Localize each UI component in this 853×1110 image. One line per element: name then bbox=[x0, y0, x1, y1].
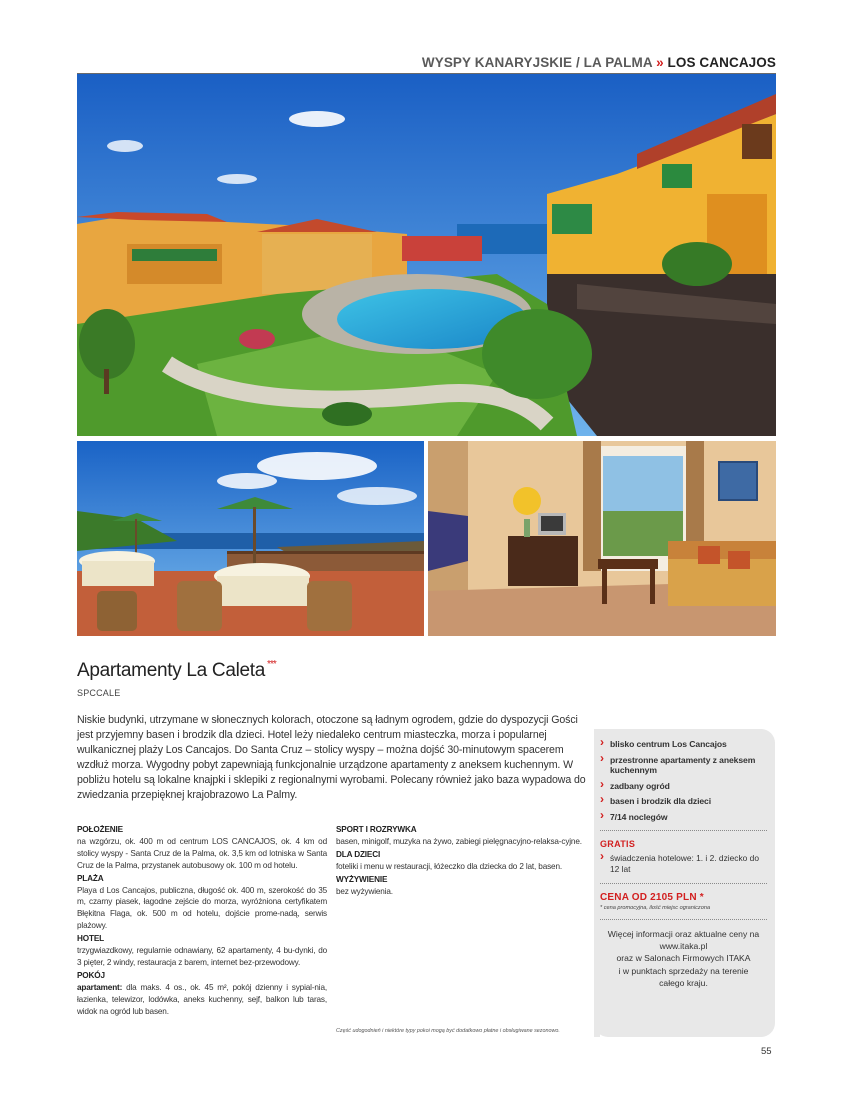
terrace-photo bbox=[77, 441, 424, 636]
section-text-hotel: trzygwiazdkowy, regularnie odnawiany, 62 apartamenty, 4 bu-dynki, do 3 pięter, 2 windy, restauracja z barem, internet bez-przewodowy. bbox=[77, 946, 327, 967]
more-info-line: Więcej informacji oraz aktualne ceny na bbox=[607, 929, 760, 939]
feature-item: › basen i brodzik dla dzieci bbox=[600, 796, 767, 807]
section-text-polozenie: na wzgórzu, ok. 400 m od centrum LOS CANCAJOS, ok. 4 km od stolicy wyspy - Santa Cruz de la Palma, ok. 3,5 km od lotniska w Santa Cruz de la Palma, przystanek autobusowy ok. 100 m od hotelu. bbox=[77, 836, 327, 870]
website-link: www.itaka.pl bbox=[659, 941, 708, 952]
section-text-dzieci: foteliki i menu w restauracji, łóżeczko dla dziecka do 2 lat, basen. bbox=[336, 861, 562, 871]
section-heading-wyzywienie: WYŻYWIENIE bbox=[336, 874, 388, 884]
footnote: Część udogodnień i niektóre typy pokoi mogą być dodatkowo płatne i obsługiwane sezonowo. bbox=[336, 1028, 560, 1034]
apartment-room-photo bbox=[428, 441, 776, 636]
section-text-pokoj bbox=[77, 982, 327, 1018]
highlights-sidebar bbox=[594, 729, 775, 1037]
hotel-name: Apartamenty La Caleta bbox=[77, 660, 266, 681]
section-heading-polozenie: POŁOŻENIE bbox=[77, 825, 123, 834]
more-info-line: całego kraju. bbox=[659, 977, 708, 988]
page-header bbox=[77, 55, 776, 74]
more-info bbox=[600, 928, 767, 989]
dotted-divider bbox=[600, 883, 767, 884]
page-number: 55 bbox=[761, 1046, 772, 1057]
intro-paragraph: Niskie budynki, utrzymane w słonecznych kolorach, otoczone są ładnym ogrodem, gdzie do dyspozycji Gości jest przyjemny basen i brodzik dla dzieci. Hotel leży niedaleko centrum miasteczka, morza i popularnej wulkanicznej plaży Los Cancajos. Do Santa Cruz – stolicy wyspy – można dojść 30-minutowym spacerem wzdłuż morza. Wygodny pobyt zapewniają funkcjonalnie urządzone apartamenty z aneksem kuchennym. W pobliżu hotelu są lokalne knajpki i sklepiki z regionalnymi wyrobami. Polecany również jako baza wypadowa do zwiedzania przepięknej krajobrazowo La Palmy. bbox=[77, 714, 586, 801]
dotted-divider bbox=[600, 919, 767, 920]
gratis-item: › świadczenia hotelowe: 1. i 2. dziecko do 12 lat bbox=[600, 853, 767, 875]
hotel-code: SPCCALE bbox=[77, 688, 121, 698]
room-description: dla maks. 4 os., ok. 45 m², pokój dzienny i sypial-nia, łazienka, telewizor, lodówka, aneks kuchenny, sejf, balkon lub taras, widok na ogród lub basen. bbox=[77, 982, 327, 1016]
feature-item: › przestronne apartamenty z aneksem kuchennym bbox=[600, 755, 767, 776]
details-column-right bbox=[336, 823, 583, 898]
feature-item: › blisko centrum Los Cancajos bbox=[600, 739, 767, 750]
more-info-line: oraz w Salonach Firmowych ITAKA bbox=[616, 953, 751, 964]
section-text-sport: basen, minigolf, muzyka na żywo, zabiegi pielęgnacyjno-relaksa-cyjne. bbox=[336, 836, 582, 846]
section-heading-sport: SPORT I ROZRYWKA bbox=[336, 825, 417, 834]
details-column-left bbox=[77, 823, 327, 1019]
section-heading-hotel: HOTEL bbox=[77, 934, 104, 944]
dotted-divider bbox=[600, 830, 767, 831]
header-region: WYSPY KANARYJSKIE / LA PALMA bbox=[421, 55, 653, 70]
header-separator: » bbox=[656, 55, 664, 70]
resort-pool-photo bbox=[77, 74, 776, 436]
section-heading-plaza: PLAŻA bbox=[77, 873, 104, 883]
gratis-heading: GRATIS bbox=[600, 839, 636, 849]
header-place: LOS CANCAJOS bbox=[667, 55, 776, 70]
more-info-line: i w punktach sprzedaży na terenie bbox=[618, 965, 749, 976]
section-text-wyzywienie: bez wyżywienia. bbox=[336, 886, 393, 896]
room-type-label: apartament: bbox=[77, 982, 123, 992]
price-note: * cena promocyjna, ilość miejsc ograniczona bbox=[600, 905, 711, 911]
feature-item: › 7/14 noclegów bbox=[600, 812, 767, 823]
hotel-stars: *** bbox=[267, 659, 276, 670]
feature-item: › zadbany ogród bbox=[600, 781, 767, 792]
section-heading-dzieci: DLA DZIECI bbox=[336, 849, 381, 859]
features-list bbox=[600, 739, 767, 822]
hotel-title bbox=[77, 659, 276, 682]
section-text-plaza: Playa d Los Cancajos, publiczna, długość ok. 400 m, szerokość do 35 m, czarny piasek, łagodne zejście do morza, wyróżniona certyfikatem Błękitna Flaga, ok. 500 m od hotelu, dojście prome-nadą, serwis plażowy. bbox=[77, 885, 327, 931]
price-label: CENA OD 2105 PLN * bbox=[600, 892, 704, 903]
section-heading-pokoj: POKÓJ bbox=[77, 970, 105, 980]
